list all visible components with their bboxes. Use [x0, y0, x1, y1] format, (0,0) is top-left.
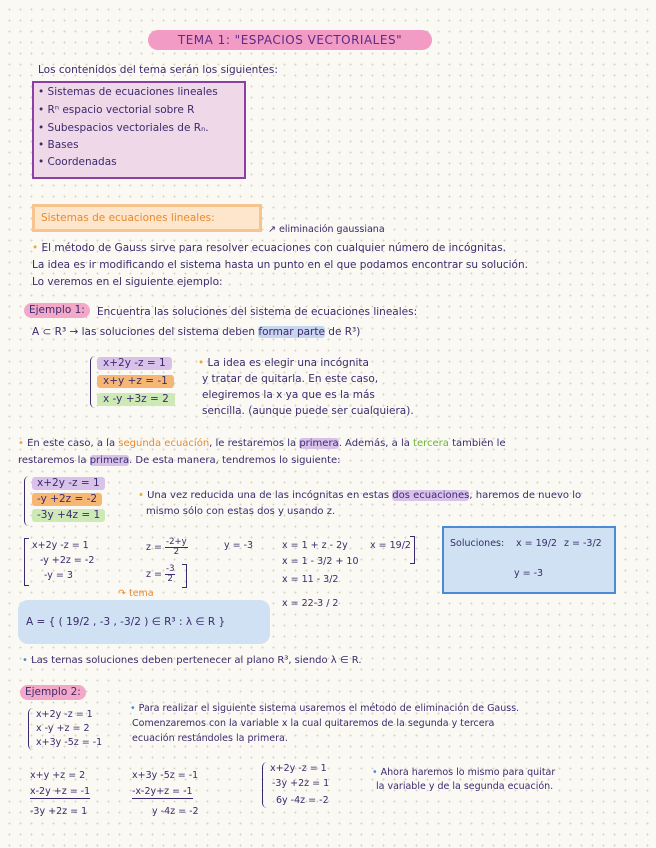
y-calc: y = -3 [224, 540, 254, 551]
calc-bracket [24, 538, 29, 586]
equation: -3y +4z = 1 [32, 509, 105, 522]
equation: x+2y -z = 1 [270, 763, 327, 774]
x-calc: x = 1 - 3/2 + 10 [282, 556, 359, 567]
section1-p3: Lo veremos en el siguiente ejemplo: [32, 276, 223, 288]
equation: x+2y -z = 1 [97, 357, 172, 370]
equation: x -y +3z = 2 [97, 393, 175, 406]
calc-line: -3y +2z = 1 [30, 806, 88, 817]
z-calc: z = $\frac{-2+y}{2}$ [146, 537, 187, 557]
example2-text: ecuación restándoles la primera. [132, 733, 288, 744]
system-brace [262, 762, 267, 808]
section1-p2: La idea es ir modificando el sistema hasta un punto en el que podamos encontrar su solución. [32, 259, 528, 271]
now-text: la variable y de la segunda ecuación. [376, 781, 554, 792]
example1-label: Ejemplo 1: [24, 303, 90, 318]
equation: 6y -4z = -2 [276, 795, 329, 806]
solution-set: A = { ( 19/2 , -3 , -3/2 ) ∈ R³ : λ ∈ R } [18, 600, 270, 644]
page-title: TEMA 1: "ESPACIOS VECTORIALES" [148, 30, 432, 50]
equation: -3y +2z = 1 [272, 778, 330, 789]
z-calc2: z = $\frac{-3}{2}$ [146, 564, 175, 584]
contents-item: • Subespacios vectoriales de Rₙ. [38, 122, 209, 134]
reduced-text: • Una vez reducida una de las incógnitas en estas dos ecuaciones, haremos de nuevo lo [138, 490, 582, 501]
calc-line: y -4z = -2 [152, 806, 199, 817]
step-text: restaremos la primera. De esta manera, tendremos lo siguiente: [18, 455, 341, 466]
solutions-label: Soluciones: [450, 538, 505, 549]
calc-line: x-2y +z = -1 [30, 786, 91, 797]
system-brace [24, 476, 29, 526]
step-text: • En este caso, a la segunda ecuación, le restaremos la primera. Además, a la tercera también le [18, 438, 506, 449]
contents-item: • Coordenadas [38, 156, 117, 168]
equation: -y +2z = -2 [32, 493, 102, 506]
idea-text: elegiremos la x ya que es la más [202, 389, 375, 401]
idea-text: • La idea es elegir una incógnita [198, 357, 369, 369]
contents-item: • Sistemas de ecuaciones lineales [38, 86, 218, 98]
calc-line: x+y +z = 2 [30, 770, 86, 781]
tema-note: ↷ tema [118, 588, 154, 599]
x-calc: x = 1 + z - 2y [282, 540, 348, 551]
calc-line: -x-2y+z = -1 [132, 786, 193, 797]
x-calc: x = 22-3 / 2 [282, 598, 339, 609]
contents-item: • Bases [38, 139, 79, 151]
example1-statement: Encuentra las soluciones del sistema de ecuaciones lineales: [97, 306, 418, 318]
system-brace [28, 708, 33, 750]
contents-box [32, 81, 246, 179]
equation: x+3y -5z = -1 [36, 737, 103, 748]
calc-line: x+3y -5z = -1 [132, 770, 199, 781]
calc-line: -y +2z = -2 [40, 555, 95, 566]
equation: x+2y -z = 1 [36, 709, 93, 720]
reduced-text: mismo sólo con estas dos y usando z. [146, 506, 336, 517]
x-calc: x = 11 - 3/2 [282, 574, 339, 585]
contents-item: • Rⁿ espacio vectorial sobre R [38, 104, 195, 116]
calc-bracket [410, 536, 415, 564]
example2-text: Comenzaremos con la variable x la cual quitaremos de la segunda y tercera [132, 718, 495, 729]
example2-label: Ejemplo 2: [20, 685, 86, 700]
calc-line: -y = 3 [44, 570, 73, 581]
x-result: x = 19/2 [370, 540, 411, 551]
solution-y: y = -3 [514, 568, 544, 579]
conclusion-text: • Las ternas soluciones deben pertenecer al plano R³, siendo λ ∈ R. [22, 655, 362, 666]
calc-line: x+2y -z = 1 [32, 540, 89, 551]
now-text: • Ahora haremos lo mismo para quitar [372, 767, 556, 778]
example2-text: • Para realizar el siguiente sistema usaremos el método de eliminación de Gauss. [130, 703, 520, 714]
section-heading: Sistemas de ecuaciones lineales: [32, 204, 262, 232]
equation: x+2y -z = 1 [32, 477, 105, 490]
system-brace [90, 356, 95, 408]
example1-statement2: A ⊂ R³ → las soluciones del sistema deben formar parte de R³) [32, 326, 361, 338]
idea-text: y tratar de quitarla. En este caso, [202, 373, 379, 385]
solution-x: x = 19/2 [516, 538, 557, 549]
solution-z: z = -3/2 [564, 538, 602, 549]
solutions-box [442, 526, 616, 594]
section1-p1: • El método de Gauss sirve para resolver ecuaciones con cualquier número de incógnitas. [32, 242, 507, 254]
intro-text: Los contenidos del tema serán los siguientes: [38, 64, 278, 76]
equation: x+y +z = -1 [97, 375, 174, 388]
equation: x -y +z = 2 [36, 723, 90, 734]
gauss-note: ↗ eliminación gaussiana [268, 224, 385, 235]
idea-text: sencilla. (aunque puede ser cualquiera). [202, 405, 414, 417]
calc-bracket [182, 564, 187, 588]
